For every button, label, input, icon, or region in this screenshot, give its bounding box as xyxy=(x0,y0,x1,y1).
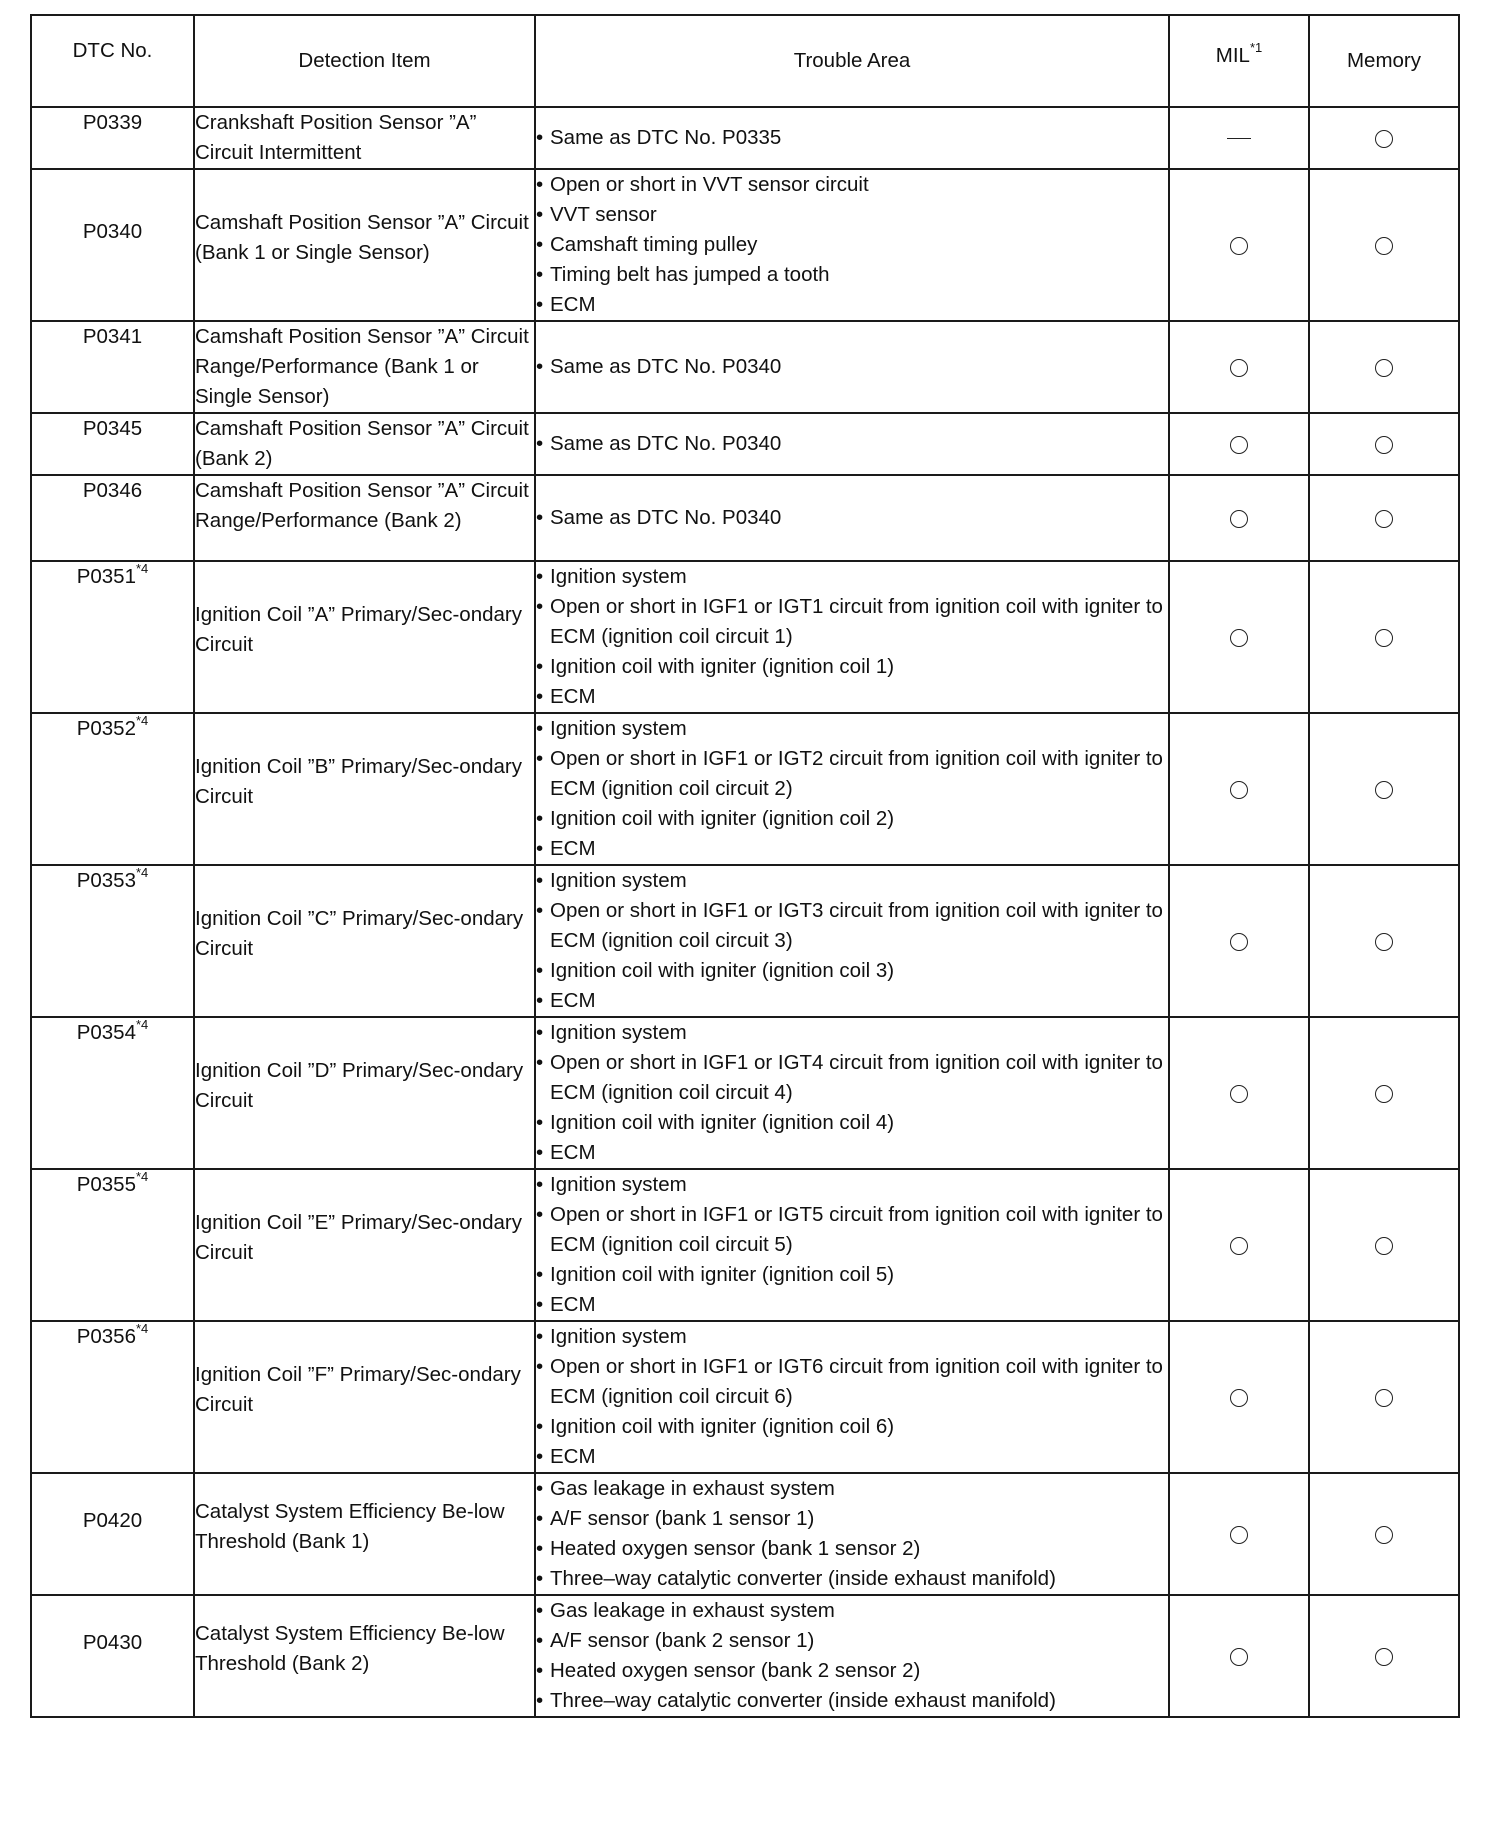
mil-cell xyxy=(1169,169,1309,321)
detection-item-cell xyxy=(194,475,535,561)
trouble-item: • ECM xyxy=(536,682,1168,712)
detection-item-cell xyxy=(194,169,535,321)
trouble-item: • Ignition coil with igniter (ignition coil 3) xyxy=(536,956,1168,986)
trouble-area-cell xyxy=(535,321,1169,413)
memory-cell xyxy=(1309,1595,1459,1717)
trouble-item: • Three–way catalytic converter (inside exhaust manifold) xyxy=(536,1686,1168,1716)
circle-icon xyxy=(1230,933,1248,951)
circle-icon xyxy=(1375,1526,1393,1544)
dtc-footnote: *4 xyxy=(135,561,149,577)
detection-item-text: Ignition Coil ”B” Primary/Sec-ondary Circuit xyxy=(195,755,522,808)
trouble-area-cell xyxy=(535,713,1169,865)
dtc-cell xyxy=(31,475,194,561)
dtc-code: P0353 xyxy=(76,869,136,892)
detection-item-cell xyxy=(194,561,535,713)
dtc-code: P0356 xyxy=(76,1325,136,1348)
header-mil-footnote: *1 xyxy=(1249,40,1263,56)
mil-cell xyxy=(1169,1473,1309,1595)
table-row xyxy=(31,1595,1459,1717)
circle-icon xyxy=(1375,237,1393,255)
memory-cell xyxy=(1309,713,1459,865)
detection-item-text: Ignition Coil ”D” Primary/Sec-ondary Circuit xyxy=(195,1059,524,1112)
circle-icon xyxy=(1230,1526,1248,1544)
header-mil-label: MIL xyxy=(1215,44,1250,67)
table-row xyxy=(31,865,1459,1017)
dtc-cell xyxy=(31,1595,194,1717)
memory-cell xyxy=(1309,1321,1459,1473)
memory-cell xyxy=(1309,561,1459,713)
trouble-item: • VVT sensor xyxy=(536,200,1168,230)
trouble-item: • Ignition coil with igniter (ignition coil 4) xyxy=(536,1108,1168,1138)
dtc-cell xyxy=(31,1321,194,1473)
header-mil xyxy=(1169,15,1309,107)
trouble-item: • A/F sensor (bank 1 sensor 1) xyxy=(536,1504,1168,1534)
trouble-list xyxy=(536,1596,1168,1716)
detection-item-cell xyxy=(194,413,535,475)
circle-icon xyxy=(1375,359,1393,377)
memory-cell xyxy=(1309,1169,1459,1321)
trouble-list xyxy=(536,1474,1168,1594)
memory-cell xyxy=(1309,475,1459,561)
dtc-cell xyxy=(31,713,194,865)
table-row xyxy=(31,1017,1459,1169)
trouble-item: • Open or short in IGF1 or IGT2 circuit from ignition coil with igniter to ECM (ignition coil circuit 2) xyxy=(536,744,1168,804)
header-row xyxy=(31,15,1459,107)
trouble-item: • Gas leakage in exhaust system xyxy=(536,1474,1168,1504)
trouble-list xyxy=(536,352,1168,382)
trouble-item: • ECM xyxy=(536,1138,1168,1168)
header-trouble-area: Trouble Area xyxy=(535,15,1169,107)
trouble-item: • Ignition system xyxy=(536,714,1168,744)
trouble-area-cell xyxy=(535,1321,1169,1473)
dtc-code: P0340 xyxy=(82,220,143,243)
dtc-cell xyxy=(31,561,194,713)
circle-icon xyxy=(1230,1648,1248,1666)
trouble-area-cell xyxy=(535,1595,1169,1717)
circle-icon xyxy=(1375,629,1393,647)
trouble-item: • Gas leakage in exhaust system xyxy=(536,1596,1168,1626)
circle-icon xyxy=(1230,359,1248,377)
trouble-list xyxy=(536,714,1168,864)
detection-item-cell xyxy=(194,1595,535,1717)
detection-item-text: Crankshaft Position Sensor ”A” Circuit Intermittent xyxy=(195,111,477,164)
table-row xyxy=(31,561,1459,713)
circle-icon xyxy=(1375,1085,1393,1103)
trouble-item: • Same as DTC No. P0340 xyxy=(536,429,1168,459)
detection-item-cell xyxy=(194,321,535,413)
detection-item-text: Camshaft Position Sensor ”A” Circuit (Bank 2) xyxy=(195,417,529,470)
memory-cell xyxy=(1309,107,1459,169)
trouble-list xyxy=(536,562,1168,712)
trouble-list xyxy=(536,429,1168,459)
circle-icon xyxy=(1230,629,1248,647)
trouble-item: • Ignition system xyxy=(536,562,1168,592)
circle-icon xyxy=(1375,1389,1393,1407)
memory-cell xyxy=(1309,865,1459,1017)
detection-item-cell xyxy=(194,1017,535,1169)
detection-item-text: Ignition Coil ”E” Primary/Sec-ondary Circuit xyxy=(195,1211,522,1264)
dtc-code: P0355 xyxy=(76,1173,136,1196)
detection-item-text: Catalyst System Efficiency Be-low Threshold (Bank 2) xyxy=(195,1622,505,1675)
trouble-item: • Ignition system xyxy=(536,1322,1168,1352)
memory-cell xyxy=(1309,1473,1459,1595)
table-body xyxy=(31,107,1459,1717)
circle-icon xyxy=(1375,933,1393,951)
dtc-cell xyxy=(31,865,194,1017)
dash-icon xyxy=(1227,138,1251,139)
dtc-code: P0339 xyxy=(82,111,143,134)
trouble-list xyxy=(536,503,1168,533)
trouble-list xyxy=(536,866,1168,1016)
trouble-item: • Timing belt has jumped a tooth xyxy=(536,260,1168,290)
dtc-cell xyxy=(31,1017,194,1169)
table-row xyxy=(31,475,1459,561)
dtc-code: P0341 xyxy=(82,325,143,348)
header-memory: Memory xyxy=(1309,15,1459,107)
table-row xyxy=(31,713,1459,865)
circle-icon xyxy=(1230,1085,1248,1103)
detection-item-text: Ignition Coil ”C” Primary/Sec-ondary Circuit xyxy=(195,907,524,960)
mil-cell xyxy=(1169,1595,1309,1717)
trouble-item: • Open or short in VVT sensor circuit xyxy=(536,170,1168,200)
circle-icon xyxy=(1375,510,1393,528)
trouble-item: • ECM xyxy=(536,1442,1168,1472)
memory-cell xyxy=(1309,413,1459,475)
trouble-list xyxy=(536,123,1168,153)
header-dtc-no: DTC No. xyxy=(31,15,194,107)
dtc-footnote: *4 xyxy=(135,713,149,729)
detection-item-text: Ignition Coil ”F” Primary/Sec-ondary Circuit xyxy=(195,1363,521,1416)
dtc-code: P0352 xyxy=(76,717,136,740)
trouble-item: • ECM xyxy=(536,290,1168,320)
dtc-cell xyxy=(31,1169,194,1321)
circle-icon xyxy=(1375,436,1393,454)
memory-cell xyxy=(1309,169,1459,321)
dtc-cell xyxy=(31,107,194,169)
trouble-area-cell xyxy=(535,475,1169,561)
table-row xyxy=(31,1473,1459,1595)
trouble-list xyxy=(536,1170,1168,1320)
dtc-code: P0430 xyxy=(82,1631,143,1654)
mil-cell xyxy=(1169,1321,1309,1473)
detection-item-text: Catalyst System Efficiency Be-low Threshold (Bank 1) xyxy=(195,1500,505,1553)
trouble-item: • Ignition coil with igniter (ignition coil 1) xyxy=(536,652,1168,682)
circle-icon xyxy=(1375,781,1393,799)
mil-cell xyxy=(1169,475,1309,561)
circle-icon xyxy=(1230,510,1248,528)
trouble-list xyxy=(536,1018,1168,1168)
trouble-area-cell xyxy=(535,413,1169,475)
mil-cell xyxy=(1169,865,1309,1017)
trouble-item: • Ignition coil with igniter (ignition coil 2) xyxy=(536,804,1168,834)
trouble-area-cell xyxy=(535,1169,1169,1321)
trouble-area-cell xyxy=(535,107,1169,169)
table-row xyxy=(31,413,1459,475)
dtc-footnote: *4 xyxy=(135,1169,149,1185)
circle-icon xyxy=(1230,1389,1248,1407)
dtc-code: P0345 xyxy=(82,417,143,440)
trouble-item: • Heated oxygen sensor (bank 2 sensor 2) xyxy=(536,1656,1168,1686)
trouble-item: • Same as DTC No. P0340 xyxy=(536,352,1168,382)
circle-icon xyxy=(1230,1237,1248,1255)
trouble-item: • Ignition system xyxy=(536,866,1168,896)
dtc-code: P0346 xyxy=(82,479,143,502)
header-detection-item: Detection Item xyxy=(194,15,535,107)
circle-icon xyxy=(1230,781,1248,799)
trouble-item: • Ignition coil with igniter (ignition coil 5) xyxy=(536,1260,1168,1290)
detection-item-cell xyxy=(194,865,535,1017)
circle-icon xyxy=(1230,237,1248,255)
trouble-area-cell xyxy=(535,169,1169,321)
dtc-cell xyxy=(31,169,194,321)
trouble-item: • Open or short in IGF1 or IGT3 circuit from ignition coil with igniter to ECM (ignition coil circuit 3) xyxy=(536,896,1168,956)
dtc-footnote: *4 xyxy=(135,1321,149,1337)
dtc-cell xyxy=(31,413,194,475)
dtc-cell xyxy=(31,321,194,413)
detection-item-cell xyxy=(194,1473,535,1595)
dtc-cell xyxy=(31,1473,194,1595)
dtc-table xyxy=(30,14,1460,1718)
trouble-item: • Same as DTC No. P0340 xyxy=(536,503,1168,533)
dtc-code: P0420 xyxy=(82,1509,143,1532)
detection-item-cell xyxy=(194,1169,535,1321)
detection-item-text: Ignition Coil ”A” Primary/Sec-ondary Circuit xyxy=(195,603,522,656)
trouble-item: • Same as DTC No. P0335 xyxy=(536,123,1168,153)
mil-cell xyxy=(1169,107,1309,169)
trouble-area-cell xyxy=(535,1017,1169,1169)
trouble-list xyxy=(536,170,1168,320)
trouble-area-cell xyxy=(535,865,1169,1017)
table-row xyxy=(31,1169,1459,1321)
mil-cell xyxy=(1169,413,1309,475)
table-row xyxy=(31,169,1459,321)
detection-item-text: Camshaft Position Sensor ”A” Circuit (Bank 1 or Single Sensor) xyxy=(195,211,529,264)
trouble-item: • Open or short in IGF1 or IGT6 circuit from ignition coil with igniter to ECM (ignition coil circuit 6) xyxy=(536,1352,1168,1412)
trouble-list xyxy=(536,1322,1168,1472)
mil-cell xyxy=(1169,321,1309,413)
trouble-area-cell xyxy=(535,561,1169,713)
dtc-code: P0354 xyxy=(76,1021,136,1044)
trouble-item: • Camshaft timing pulley xyxy=(536,230,1168,260)
dtc-footnote: *4 xyxy=(135,865,149,881)
memory-cell xyxy=(1309,1017,1459,1169)
trouble-item: • ECM xyxy=(536,834,1168,864)
mil-cell xyxy=(1169,713,1309,865)
circle-icon xyxy=(1375,130,1393,148)
circle-icon xyxy=(1375,1648,1393,1666)
trouble-item: • Ignition system xyxy=(536,1018,1168,1048)
mil-cell xyxy=(1169,561,1309,713)
table-row xyxy=(31,321,1459,413)
trouble-item: • Ignition system xyxy=(536,1170,1168,1200)
trouble-item: • Ignition coil with igniter (ignition coil 6) xyxy=(536,1412,1168,1442)
detection-item-cell xyxy=(194,1321,535,1473)
dtc-footnote: *4 xyxy=(135,1017,149,1033)
dtc-code: P0351 xyxy=(76,565,136,588)
detection-item-cell xyxy=(194,107,535,169)
detection-item-cell xyxy=(194,713,535,865)
circle-icon xyxy=(1230,436,1248,454)
circle-icon xyxy=(1375,1237,1393,1255)
memory-cell xyxy=(1309,321,1459,413)
table-row xyxy=(31,107,1459,169)
detection-item-text: Camshaft Position Sensor ”A” Circuit Range/Performance (Bank 1 or Single Sensor) xyxy=(195,325,529,408)
trouble-item: • ECM xyxy=(536,986,1168,1016)
table-row xyxy=(31,1321,1459,1473)
mil-cell xyxy=(1169,1017,1309,1169)
trouble-item: • ECM xyxy=(536,1290,1168,1320)
trouble-item: • A/F sensor (bank 2 sensor 1) xyxy=(536,1626,1168,1656)
detection-item-text: Camshaft Position Sensor ”A” Circuit Range/Performance (Bank 2) xyxy=(195,479,529,532)
trouble-item: • Open or short in IGF1 or IGT1 circuit from ignition coil with igniter to ECM (ignition coil circuit 1) xyxy=(536,592,1168,652)
trouble-area-cell xyxy=(535,1473,1169,1595)
trouble-item: • Heated oxygen sensor (bank 1 sensor 2) xyxy=(536,1534,1168,1564)
trouble-item: • Three–way catalytic converter (inside exhaust manifold) xyxy=(536,1564,1168,1594)
trouble-item: • Open or short in IGF1 or IGT4 circuit from ignition coil with igniter to ECM (ignition coil circuit 4) xyxy=(536,1048,1168,1108)
trouble-item: • Open or short in IGF1 or IGT5 circuit from ignition coil with igniter to ECM (ignition coil circuit 5) xyxy=(536,1200,1168,1260)
mil-cell xyxy=(1169,1169,1309,1321)
